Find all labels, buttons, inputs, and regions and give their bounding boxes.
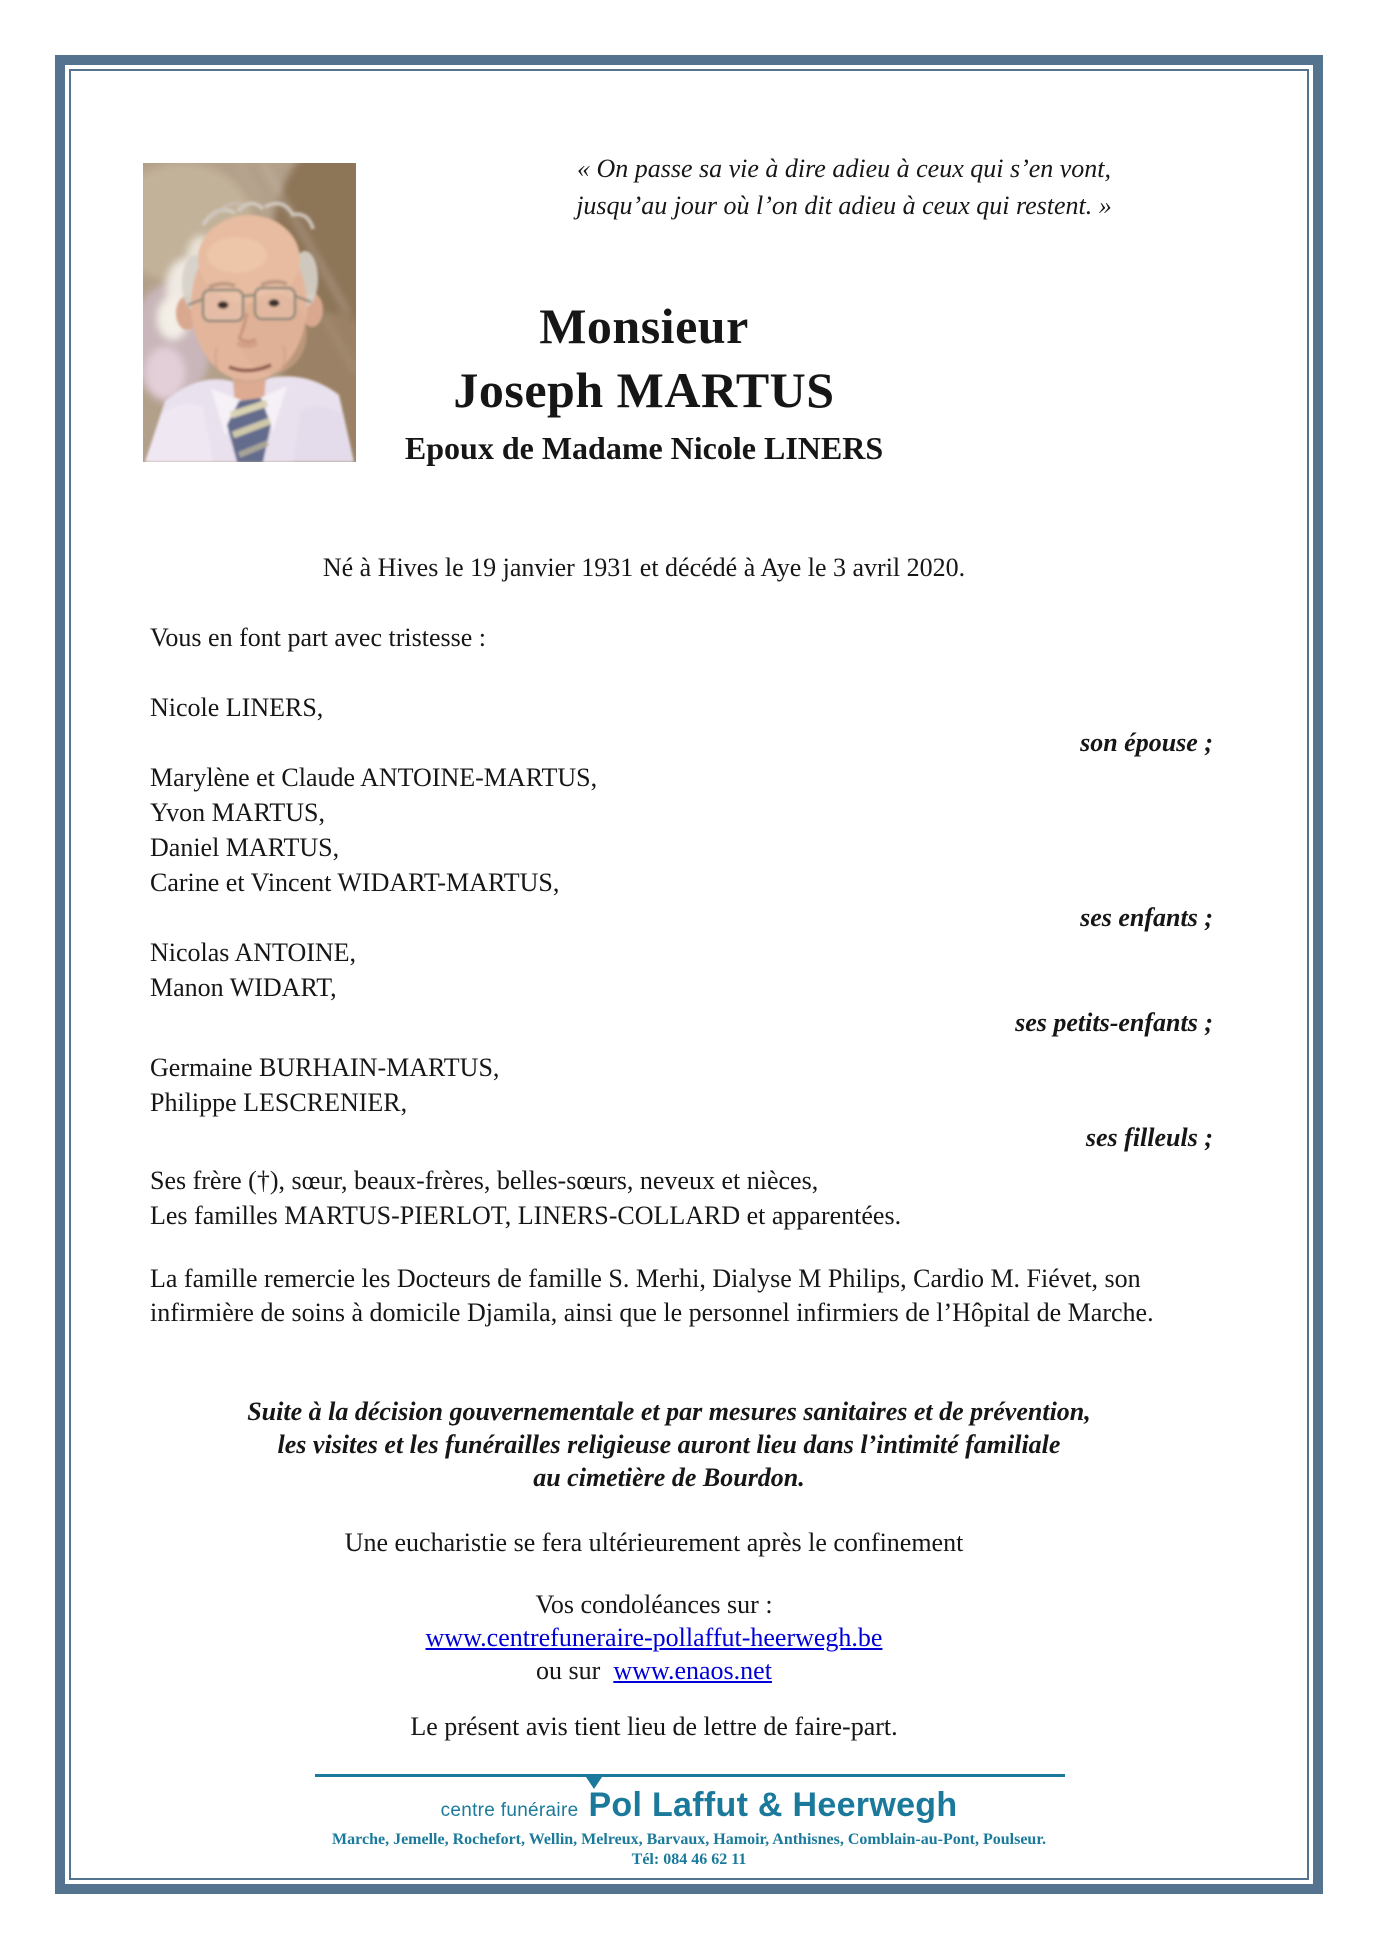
announcement-intro: Vous en font part avec tristesse : <box>150 623 486 652</box>
relation-label-grandchildren: ses petits-enfants ; <box>1015 1008 1213 1037</box>
brand-prefix: centre funéraire <box>440 1800 579 1821</box>
covid-notice <box>150 1395 1188 1494</box>
footer-phone: Tél: 084 46 62 11 <box>631 1851 747 1868</box>
deceased-name: Joseph MARTUS <box>453 362 835 418</box>
family-extra-line: Ses frère (†), sœur, beaux-frères, belles-sœurs, neveux et nièces, <box>150 1166 819 1195</box>
quote-line-1: « On passe sa vie à dire adieu à ceux qui s’en vont, <box>576 154 1112 183</box>
family-member: Yvon MARTUS, <box>150 798 325 827</box>
life-dates: Né à Hives le 19 janvier 1931 et décédé à Aye le 3 avril 2020. <box>322 553 966 582</box>
eucharist-notice: Une eucharistie se fera ultérieurement après le confinement <box>344 1528 964 1557</box>
quote-line-2: jusqu’au jour où l’on dit adieu à ceux qui restent. » <box>576 191 1112 220</box>
covid-notice-line-2: les visites et les funérailles religieuse auront lieu dans l’intimité familiale <box>277 1430 1061 1459</box>
family-member: Daniel MARTUS, <box>150 833 340 862</box>
footer-locations: Marche, Jemelle, Rochefort, Wellin, Melreux, Barvaux, Hamoir, Anthisnes, Comblain-au-Pont, Poulseur. <box>332 1831 1046 1848</box>
deceased-title-block <box>150 294 1138 472</box>
family-member: Nicolas ANTOINE, <box>150 938 357 967</box>
condolences-link-enaos[interactable]: www.enaos.net <box>613 1656 772 1685</box>
funeral-home-brand <box>140 1786 1258 1825</box>
funeral-home-footer <box>120 1786 1258 1869</box>
relation-label-spouse: son épouse ; <box>1080 728 1213 757</box>
memorial-quote <box>430 150 1258 224</box>
family-extra-line: Les familles MARTUS-PIERLOT, LINERS-COLLARD et apparentées. <box>150 1201 902 1230</box>
footer-divider <box>315 1774 1065 1777</box>
covid-notice-line-3: au cimetière de Bourdon. <box>533 1463 805 1492</box>
deceased-relation: Epoux de Madame Nicole LINERS <box>404 430 884 466</box>
family-member: Nicole LINERS, <box>150 693 324 722</box>
deceased-honorific: Monsieur <box>539 298 749 354</box>
family-member: Marylène et Claude ANTOINE-MARTUS, <box>150 763 598 792</box>
brand-triangle-icon <box>584 1774 604 1789</box>
brand-name: Pol Laffut & Heerwegh <box>588 1786 958 1824</box>
family-list <box>150 620 1213 1233</box>
family-member: Germaine BURHAIN-MARTUS, <box>150 1053 500 1082</box>
family-member: Carine et Vincent WIDART-MARTUS, <box>150 868 560 897</box>
family-member: Manon WIDART, <box>150 973 337 1002</box>
condolences-or-text: ou sur <box>536 1656 601 1685</box>
condolences-intro: Vos condoléances sur : <box>535 1590 773 1619</box>
relation-label-godchildren: ses filleuls ; <box>1085 1123 1213 1152</box>
closing-line: Le présent avis tient lieu de lettre de faire-part. <box>410 1712 898 1741</box>
brand-name-wrap <box>588 1786 957 1825</box>
condolences-link-primary[interactable]: www.centrefuneraire-pollaffut-heerwegh.be <box>425 1623 883 1652</box>
family-member: Philippe LESCRENIER, <box>150 1088 408 1117</box>
covid-notice-line-1: Suite à la décision gouvernementale et par mesures sanitaires et de prévention, <box>247 1397 1091 1426</box>
thanks-paragraph: La famille remercie les Docteurs de famille S. Merhi, Dialyse M Philips, Cardio M. Fiévet, son infirmière de soins à domicile Djamila, ainsi que le personnel infirmiers de l’Hôpital de Marche. <box>150 1264 1154 1327</box>
relation-label-children: ses enfants ; <box>1080 903 1213 932</box>
condolences-block <box>150 1588 1158 1687</box>
